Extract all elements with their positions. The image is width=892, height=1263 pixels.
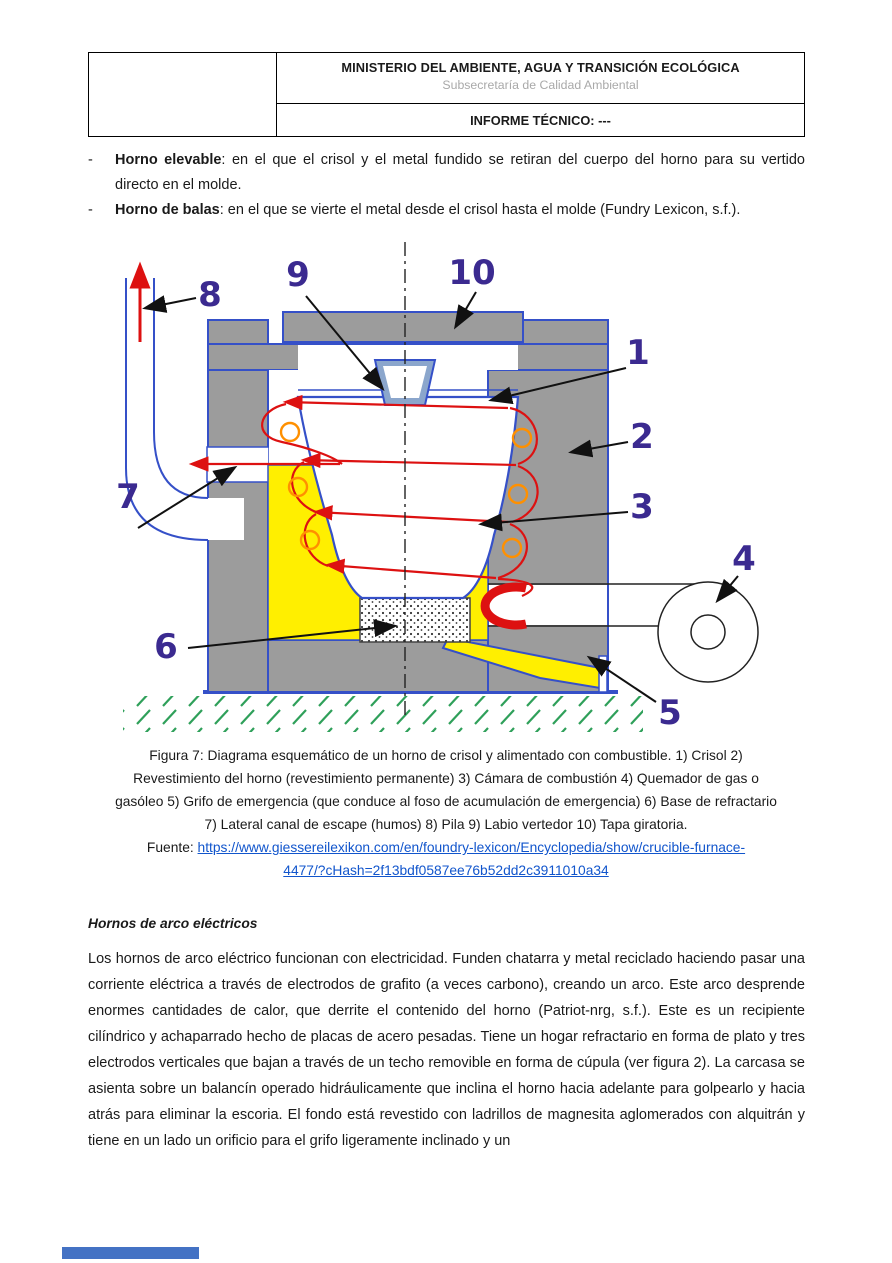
header-table (88, 52, 805, 137)
callout-5: 5 (658, 693, 682, 733)
source-link-continued[interactable]: 4477/?cHash=2f13bdf0587ee76b52dd2c3911010a34 (283, 863, 609, 878)
refractory-base (360, 598, 470, 642)
list-item (88, 148, 805, 198)
report-label: INFORME TÉCNICO: --- (470, 112, 611, 128)
furnace-type-list (88, 148, 805, 223)
chimney-inlet (207, 498, 244, 540)
header-right (277, 53, 804, 136)
subsecretariat-title: Subsecretaría de Calidad Ambiental (442, 78, 639, 92)
caption-line: Figura 7: Diagrama esquemático de un horno de crisol y alimentado con combustible. 1) Crisol 2) (149, 748, 743, 763)
header-report-cell (277, 104, 804, 136)
source-link[interactable]: https://www.giessereilexikon.com/en/foundry-lexicon/Encyclopedia/show/crucible-furnace- (197, 840, 746, 855)
rotating-lid (283, 312, 523, 342)
ground-hatch (123, 696, 643, 732)
source-label: Fuente: (146, 840, 198, 855)
crucible-furnace-diagram (108, 240, 788, 740)
figure-caption (85, 744, 807, 882)
header-logo-cell (89, 53, 277, 136)
bullet-text: : en el que el crisol y el metal fundido se retiran del cuerpo del horno para su vertido directo en el molde. (115, 152, 805, 193)
bullet-text: : en el que se vierte el metal desde el crisol hasta el molde (Fundry Lexicon, s.f.). (219, 202, 741, 218)
callout-2: 2 (630, 417, 654, 457)
caption-line: gasóleo 5) Grifo de emergencia (que conduce al foso de acumulación de emergencia) 6) Base de refractario (115, 794, 777, 809)
list-item (88, 198, 805, 223)
caption-line: 7) Lateral canal de escape (humos) 8) Pila 9) Labio vertedor 10) Tapa giratoria. (204, 817, 688, 832)
callout-6: 6 (154, 627, 178, 667)
callout-10: 10 (448, 253, 496, 293)
callout-9: 9 (286, 255, 310, 295)
bullet-dash: - (88, 152, 93, 168)
next-page-table-edge (62, 1247, 199, 1259)
ministry-title: MINISTERIO DEL AMBIENTE, AGUA Y TRANSICIÓN ECOLÓGICA (341, 60, 740, 75)
header-ministry-cell (277, 53, 804, 104)
callout-1: 1 (626, 333, 650, 373)
caption-line: Revestimiento del horno (revestimiento permanente) 3) Cámara de combustión 4) Quemador de gas o (133, 771, 759, 786)
section-heading: Hornos de arco eléctricos (88, 916, 258, 931)
body-paragraph: Los hornos de arco eléctrico funcionan con electricidad. Funden chatarra y metal reciclado haciendo pasar una corriente eléctrica a través de electrodos de grafito (a veces carbono), creando un arco. Este arco desprende enormes cantidades de calor, que derrite el contenido del horno (Patriot-nrg, s.f.). Este es un recipiente cilíndrico y achaparrado hecho de placas de acero pesadas. Tiene un hogar refractario en forma de plato y tres electrodos verticales que bajan a través de un techo removible en forma de cúpula (ver figura 2). La carcasa se asienta sobre un balancín operado hidráulicamente que inclina el horno hacia adelante para golpearlo y hacia atrás para eliminar la escoria. El fondo está revestido con ladrillos de magnesita aglomerados con alquitrán y tiene en un lado un orificio para el grifo ligeramente inclinado y un (88, 951, 805, 1149)
callout-4: 4 (732, 539, 756, 579)
bullet-term: Horno de balas (115, 202, 220, 218)
callout-7: 7 (116, 477, 140, 517)
callout-8: 8 (198, 275, 222, 315)
bullet-term: Horno elevable (115, 152, 222, 168)
emergency-tap (599, 656, 607, 692)
callout-3: 3 (630, 487, 654, 527)
bullet-dash: - (88, 202, 93, 218)
